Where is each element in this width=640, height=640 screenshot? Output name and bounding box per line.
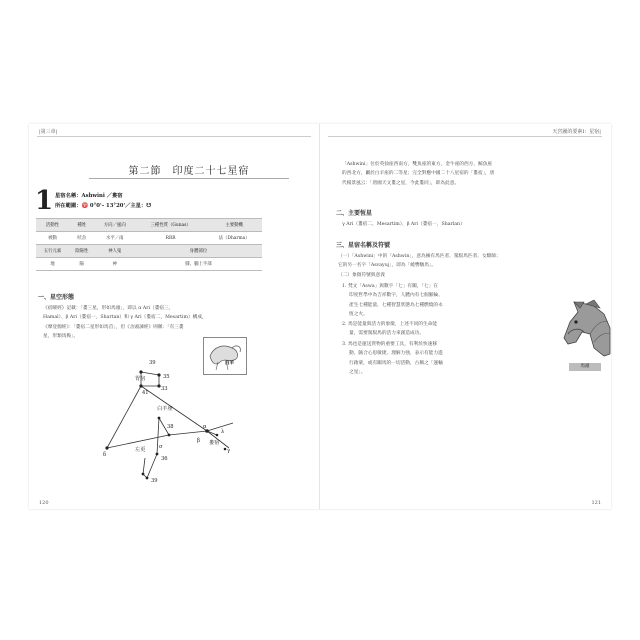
star-name: 星宿名稱：Ashwini ／婁宿 xyxy=(55,193,123,199)
table-cell: 三種性質（Gunas） xyxy=(135,219,206,232)
label-alpha: α xyxy=(203,424,207,430)
horse-head-image xyxy=(560,298,612,360)
star-point xyxy=(142,473,145,476)
text-line: 量，需要駕馭馬的活力來創造成功。 xyxy=(349,331,425,337)
header-rule-right xyxy=(328,136,602,137)
paragraph-main-stars: γ Ari（婁宿二，Mesartim）、β Ari（婁宿一，Sharlan） xyxy=(342,222,465,227)
table-header-row xyxy=(36,219,262,232)
table-cell: 五行元素 xyxy=(36,245,69,258)
star-point xyxy=(157,373,160,376)
heading-name-symbol: 三、星宿名稱及符號 xyxy=(336,242,391,249)
label-num-36: 36 xyxy=(161,456,168,462)
text-line: 《摩登伽經》：「婁宿二星形如馬首」，但《舍頭諫經》則稱：「有三婁 xyxy=(43,324,184,330)
table-cell: 神 xyxy=(95,258,135,271)
label-zuogeng: 左更 xyxy=(135,447,146,453)
table-cell: 方向／風向 xyxy=(95,219,135,232)
page-number-left: 120 xyxy=(39,500,49,506)
heading-main-stars: 二、主要恆星 xyxy=(336,210,373,217)
table-header-row xyxy=(36,245,262,258)
table-cell: 活動性 xyxy=(36,219,69,232)
star-point xyxy=(105,446,108,449)
table-cell: 神人鬼 xyxy=(95,245,135,258)
book-spread xyxy=(29,124,611,509)
text-line: 之星」。 xyxy=(349,369,366,375)
star-point xyxy=(146,477,149,480)
table-cell: 被動 xyxy=(36,232,69,245)
heading-star-form: 一、星空形態 xyxy=(38,294,75,301)
label-lou: 婁宿 xyxy=(209,440,220,446)
section-rule xyxy=(89,178,289,179)
text-line: （二）象徵符號與意義 xyxy=(338,272,385,278)
text-line: 代楊景風云：「唐國天文婁之星，今此婁同」，即為此意。 xyxy=(342,180,460,186)
list-item xyxy=(342,282,512,319)
label-num-33: 33 xyxy=(161,386,168,392)
table-cell: 陽 xyxy=(69,258,95,271)
big-number: 1 xyxy=(35,186,54,216)
text-line: 「Ashwini」位於英仙座西南方，雙魚座的東方，金牛座的西方，鯨魚座 xyxy=(342,162,493,167)
paragraph-star-form xyxy=(43,304,271,341)
table-cell: 地 xyxy=(36,258,69,271)
star-point xyxy=(139,384,142,387)
star-point xyxy=(168,434,171,437)
ram-label: 白羊 xyxy=(225,361,234,366)
label-weixiu: 胃宿 xyxy=(135,376,146,382)
section-title: 第二節 印度二十七星宿 xyxy=(128,166,250,177)
label-beta: β xyxy=(197,438,200,444)
label-num-38: 38 xyxy=(167,424,174,430)
star-point xyxy=(156,453,159,456)
table-cell: 陰陽性 xyxy=(69,245,95,258)
text-line: （一）「Ashwini」中的「Ashwin」，意為擁有馬匹者、駕馭馬匹者、女騎師； xyxy=(338,254,501,259)
table-row xyxy=(36,232,262,245)
list-item xyxy=(342,340,512,377)
paragraph-intro xyxy=(342,160,588,188)
label-num-39b: 39 xyxy=(151,478,158,484)
list-item xyxy=(342,320,512,339)
table-cell: 吠舍 xyxy=(69,232,95,245)
table-row xyxy=(36,258,262,271)
header-rule-left xyxy=(37,136,311,137)
table-cell: 主要動機 xyxy=(206,219,262,232)
right-page xyxy=(320,124,611,509)
text-line: 產生七種能量，七種智慧狀態為七種燃燒的永 xyxy=(349,302,443,308)
text-line: 它的另一名字「Asvayuj」，即為「繞轡駿馬」。 xyxy=(338,263,437,269)
text-line: 星，形類馬鞍」。 xyxy=(43,333,79,339)
text-line: 1. 梵文「Aswa」與數字「七」有關，「七」在 xyxy=(342,284,438,289)
table-cell: 膝、腳上半部 xyxy=(135,258,262,271)
label-num-39: 39 xyxy=(149,360,156,366)
label-delta: δ xyxy=(103,452,107,458)
star-point xyxy=(139,370,142,373)
running-head-right: 天宮圖的要素Ⅰ：星宿| xyxy=(552,129,601,135)
label-lambda: λ xyxy=(221,429,225,435)
table-cell: 水平／南 xyxy=(95,232,135,245)
text-line: 3. 馬也是運送貨物的重要工具，有利於快速移 xyxy=(342,342,438,347)
paragraph-name-symbol xyxy=(338,252,586,280)
constellation-diagram xyxy=(49,348,229,486)
text-line: 恆之火。 xyxy=(349,311,368,317)
text-line: 行啟蒙，或有關馬的一切活動，古稱之「運輸 xyxy=(349,360,443,366)
text-line: 《宿曜經》記載：「婁三星，形如馬頭」，即以 α Ari（婁宿三， xyxy=(43,306,174,311)
table-cell: 法（Dharma） xyxy=(206,232,262,245)
table-cell: 身體部位 xyxy=(135,245,262,258)
label-gamma: γ xyxy=(227,448,231,454)
table-cell: RRR xyxy=(135,232,206,245)
label-bailiang: 白羊座 xyxy=(157,406,173,412)
page-number-right: 121 xyxy=(591,500,601,506)
star-point xyxy=(224,448,227,451)
star-point xyxy=(158,417,161,420)
star-point xyxy=(216,434,219,437)
text-line: 印度哲學中為吉祥數字，人體內有七個脈輪、 xyxy=(349,293,443,299)
left-page xyxy=(29,124,320,509)
table-cell: 種姓 xyxy=(69,219,95,232)
text-line: 動，隨合心思敏捷、理解力強，表示有能力進 xyxy=(349,351,443,357)
attribute-table xyxy=(36,218,262,271)
label-sigma: σ xyxy=(159,444,163,450)
text-line: 2. 馬是能量與活力的象徵，上述不同的生命能 xyxy=(342,322,438,327)
label-num-41: 41 xyxy=(142,390,149,396)
text-line: 的西北方，屬於白羊座的二等星；完全對應中國二十八星宿的「婁宿」，唐 xyxy=(342,171,495,177)
horse-caption: 馬頭 xyxy=(569,363,601,371)
label-num-35: 35 xyxy=(163,374,170,380)
star-range: 所在範圍：♈ 0°0'– 13°20'／主星：☋ xyxy=(55,203,151,209)
running-head-left: |第三章| xyxy=(39,129,58,135)
text-line: Hamal）、β Ari（婁宿一，Shartan）和 γ Ari（婁宿二，Mesartim）構成， xyxy=(43,315,207,321)
